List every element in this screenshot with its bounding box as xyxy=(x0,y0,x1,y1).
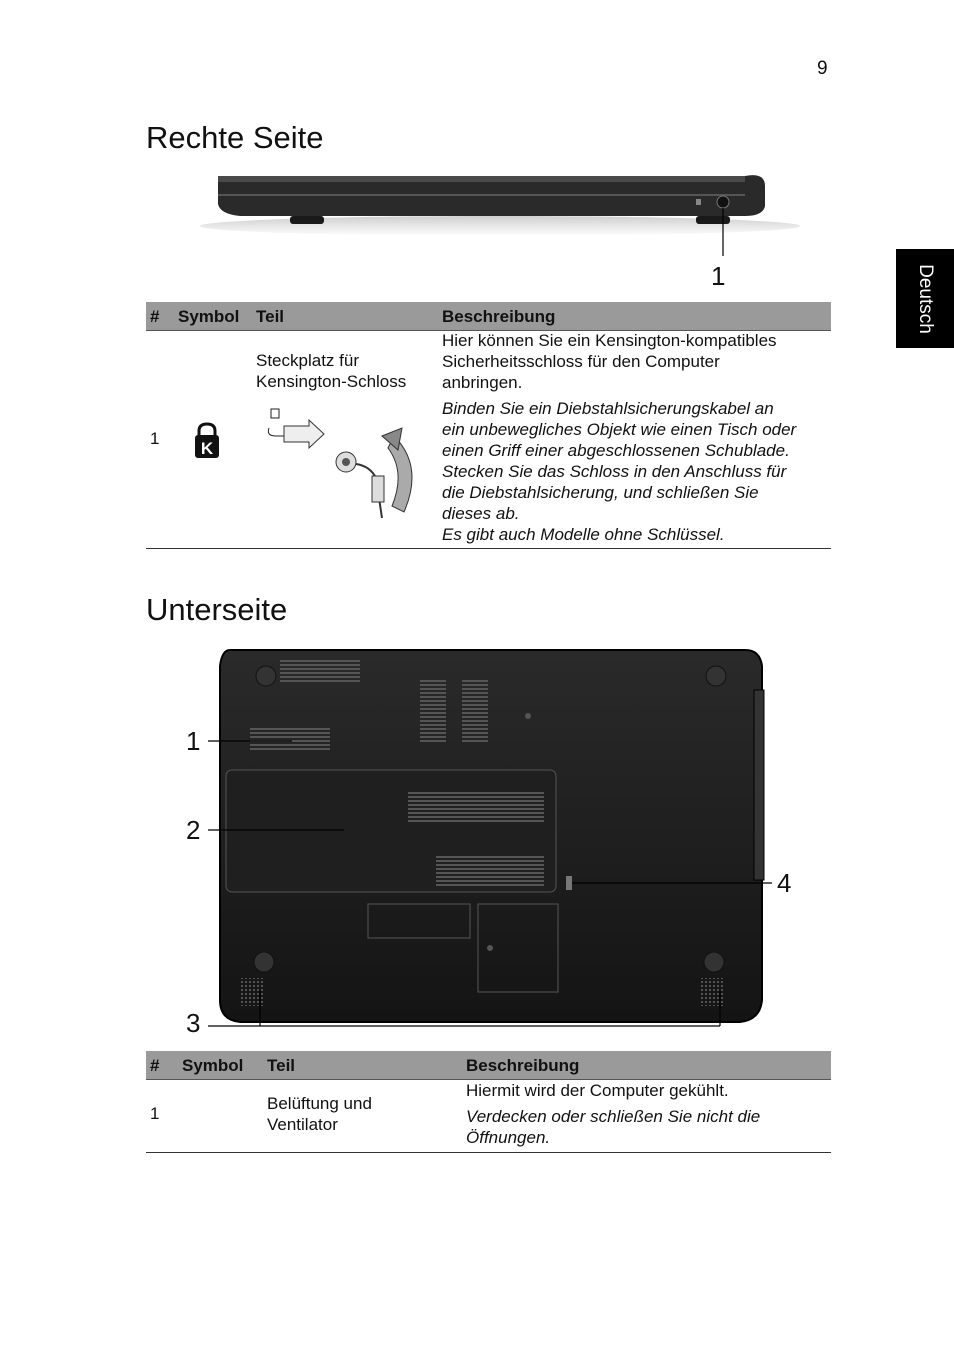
header-num: # xyxy=(150,307,160,326)
note-line: Verdecken oder schließen Sie nicht die xyxy=(466,1107,761,1126)
note-line: Stecken Sie das Schloss in den Anschluss für xyxy=(442,462,787,481)
header-symbol: Symbol xyxy=(182,1056,244,1075)
kensington-lock-illustration xyxy=(264,406,424,528)
header-part: Teil xyxy=(256,307,285,326)
description-line: Hier können Sie ein Kensington-kompatibles xyxy=(442,331,777,350)
note-line: einen Griff einer abgeschlossenen Schublade. xyxy=(442,441,790,460)
row-number: 1 xyxy=(150,1104,160,1123)
part-line: Belüftung und xyxy=(267,1094,372,1113)
table-bottom-rule xyxy=(146,548,831,549)
callout-1-right: 1 xyxy=(711,261,726,291)
description-text xyxy=(442,330,830,393)
section-title-bottom: Unterseite xyxy=(146,592,288,627)
description-note xyxy=(466,1106,830,1148)
part-name xyxy=(267,1093,457,1135)
header-description: Beschreibung xyxy=(442,307,556,326)
table-bottom-rule xyxy=(146,1152,831,1153)
note-line: dieses ab. xyxy=(442,504,520,523)
note-line: Es gibt auch Modelle ohne Schlüssel. xyxy=(442,525,725,544)
page-number: 9 xyxy=(817,58,828,79)
table-header xyxy=(146,302,831,331)
part-line: Ventilator xyxy=(267,1115,338,1134)
row-number: 1 xyxy=(150,429,160,448)
header-part: Teil xyxy=(267,1056,296,1075)
header-description: Beschreibung xyxy=(466,1056,580,1075)
callout-2-bottom: 2 xyxy=(186,815,201,845)
part-name: Steckplatz für Kensington-Schloss xyxy=(256,351,407,391)
language-tab xyxy=(896,249,954,348)
bottom-table xyxy=(146,1051,831,1155)
language-tab-label: Deutsch xyxy=(915,263,936,334)
callout-1-bottom: 1 xyxy=(186,726,201,756)
note-line: Binden Sie ein Diebstahlsicherungskabel an xyxy=(442,399,774,418)
description-text: Hiermit wird der Computer gekühlt. xyxy=(466,1081,729,1100)
laptop-bottom-view-image xyxy=(180,640,800,1040)
callout-3-bottom: 3 xyxy=(186,1008,201,1038)
right-side-table xyxy=(146,302,831,552)
description-line: anbringen. xyxy=(442,373,523,392)
section-title-right-side: Rechte Seite xyxy=(146,120,324,155)
note-line: die Diebstahlsicherung, und schließen Sie xyxy=(442,483,759,502)
note-line: ein unbewegliches Objekt wie einen Tisch oder xyxy=(442,420,797,439)
callout-4-bottom: 4 xyxy=(777,868,792,898)
header-num: # xyxy=(150,1056,160,1075)
description-line: Sicherheitsschloss für den Computer xyxy=(442,352,720,371)
description-note xyxy=(442,398,830,545)
note-line: Öffnungen. xyxy=(466,1128,551,1147)
header-symbol: Symbol xyxy=(178,307,240,326)
table-header xyxy=(146,1051,831,1080)
kensington-lock-icon xyxy=(192,422,222,460)
svg-text:K: K xyxy=(200,439,214,458)
